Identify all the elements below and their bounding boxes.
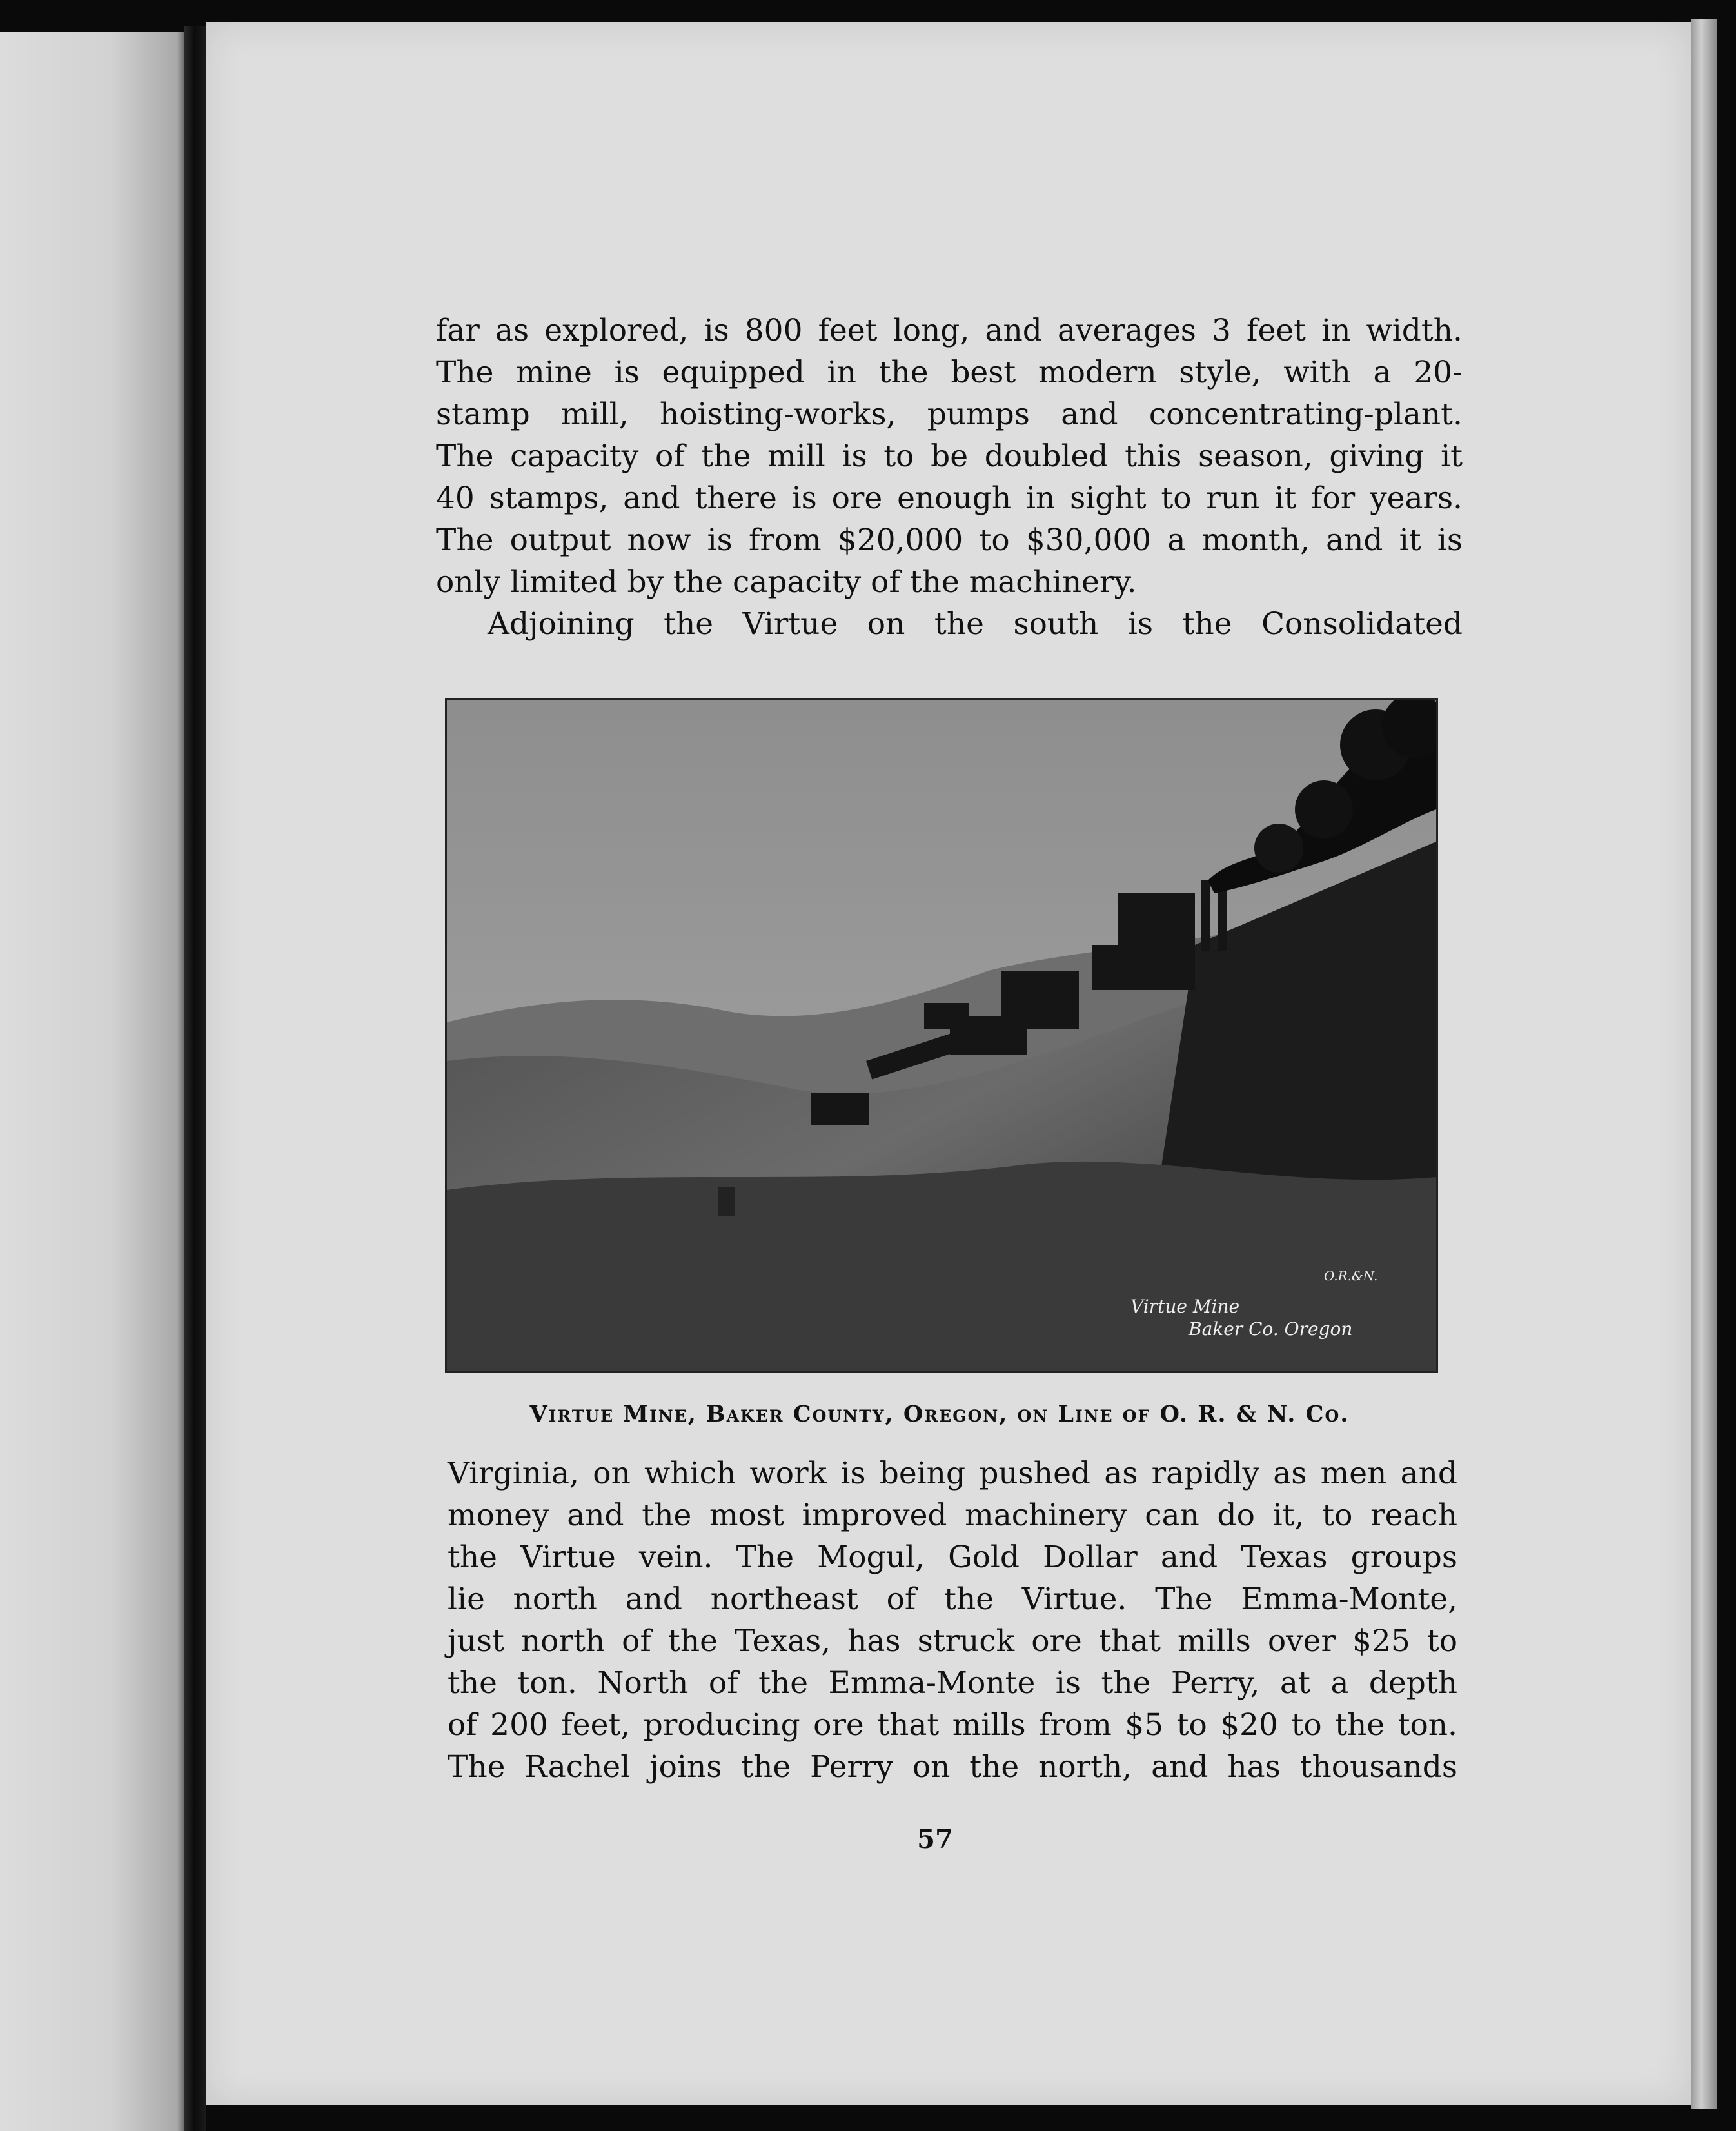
facing-page-edge	[0, 32, 184, 2131]
text-line: stamp mill, hoisting-works, pumps and concentrating-plant.	[436, 397, 1463, 432]
text-line: of 200 feet, producing ore that mills from $5 to $20 to the ton.	[448, 1707, 1457, 1743]
text-line: the Virtue vein. The Mogul, Gold Dollar and Texas groups	[448, 1540, 1457, 1575]
page-stack-edge	[1691, 19, 1717, 2109]
text-line: The capacity of the mill is to be doubled this season, giving it	[436, 439, 1463, 474]
text-line: lie north and northeast of the Virtue. The Emma-Monte,	[448, 1581, 1457, 1617]
text-line: 40 stamps, and there is ore enough in sight to run it for years.	[436, 481, 1463, 516]
text-line: Virginia, on which work is being pushed as rapidly as men and	[448, 1456, 1457, 1491]
book-gutter	[184, 26, 206, 2131]
photo-inscription-line2: Baker Co. Oregon	[1189, 1318, 1353, 1340]
text-line: money and the most improved machinery can do it, to reach	[448, 1498, 1457, 1533]
bottom-paragraph	[448, 1452, 1457, 1788]
text-line: The mine is equipped in the best modern style, with a 20-	[436, 355, 1463, 390]
text-line: just north of the Texas, has struck ore that mills over $25 to	[448, 1623, 1457, 1659]
text-line: the ton. North of the Emma-Monte is the Perry, at a depth	[448, 1665, 1457, 1701]
top-paragraph	[436, 310, 1463, 645]
photo-caption: Virtue Mine, Baker County, Oregon, on Line of O. R. & N. Co.	[529, 1401, 1350, 1427]
text-line: only limited by the capacity of the machinery.	[436, 564, 1137, 600]
page-number: 57	[917, 1824, 953, 1854]
paragraph-start-line: Adjoining the Virtue on the south is the Consolidated	[488, 606, 1463, 642]
photo-illustration	[447, 700, 1436, 1371]
mine-photograph	[445, 698, 1438, 1373]
text-line: far as explored, is 800 feet long, and averages 3 feet in width.	[436, 313, 1463, 348]
photo-inscription-line1: Virtue Mine	[1130, 1296, 1240, 1317]
text-line: The output now is from $20,000 to $30,000 a month, and it is	[436, 522, 1463, 558]
photo-corner-mark: O.R.&N.	[1324, 1268, 1378, 1284]
text-line: The Rachel joins the Perry on the north, and has thousands	[448, 1749, 1457, 1785]
